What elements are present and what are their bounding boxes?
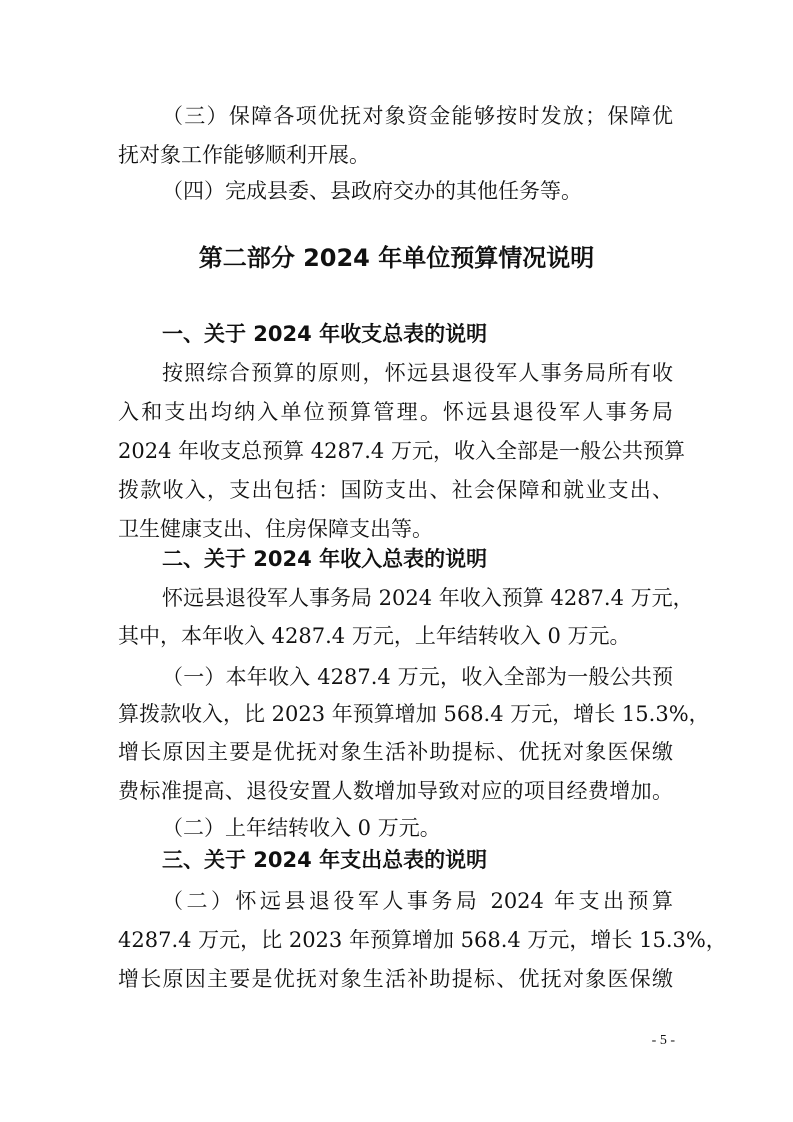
paragraph-line: 入和支出均纳入单位预算管理。怀远县退役军人事务局	[118, 400, 673, 424]
subsection-title: 一、关于 2024 年收支总表的说明	[162, 322, 488, 346]
paragraph-line: （二）上年结转收入 0 万元。	[162, 816, 441, 840]
paragraph-line: 按照综合预算的原则，怀远县退役军人事务局所有收	[162, 361, 673, 385]
paragraph-line: 增长原因主要是优抚对象生活补助提标、优抚对象医保缴	[118, 740, 673, 764]
paragraph-line: 算拨款收入，比 2023 年预算增加 568.4 万元，增长 15.3%，	[118, 702, 710, 726]
paragraph-line: 2024 年收支总预算 4287.4 万元，收入全部是一般公共预算	[118, 439, 685, 463]
paragraph-line: 卫生健康支出、住房保障支出等。	[118, 517, 433, 541]
paragraph-line: （二）怀远县退役军人事务局 2024 年支出预算	[162, 889, 673, 913]
paragraph-line: 费标准提高、退役安置人数增加导致对应的项目经费增加。	[118, 779, 673, 803]
paragraph-line: 其中，本年收入 4287.4 万元，上年结转收入 0 万元。	[118, 624, 631, 648]
paragraph-line: （一）本年收入 4287.4 万元，收入全部为一般公共预	[162, 665, 673, 689]
paragraph-line: 拨款收入，支出包括：国防支出、社会保障和就业支出、	[118, 478, 673, 502]
paragraph-line: 抚对象工作能够顺利开展。	[118, 143, 370, 167]
paragraph-line: 4287.4 万元，比 2023 年预算增加 568.4 万元，增长 15.3%，	[118, 928, 727, 952]
section-title: 第二部分 2024 年单位预算情况说明	[198, 244, 595, 272]
paragraph-line: （三）保障各项优抚对象资金能够按时发放；保障优	[162, 104, 673, 128]
subsection-title: 三、关于 2024 年支出总表的说明	[162, 848, 488, 872]
subsection-title: 二、关于 2024 年收入总表的说明	[162, 547, 488, 571]
page-number: - 5 -	[651, 1033, 675, 1048]
paragraph-line: 怀远县退役军人事务局 2024 年收入预算 4287.4 万元，	[162, 586, 694, 610]
paragraph-line: 增长原因主要是优抚对象生活补助提标、优抚对象医保缴	[118, 967, 673, 991]
paragraph-line: （四）完成县委、县政府交办的其他任务等。	[162, 179, 582, 203]
